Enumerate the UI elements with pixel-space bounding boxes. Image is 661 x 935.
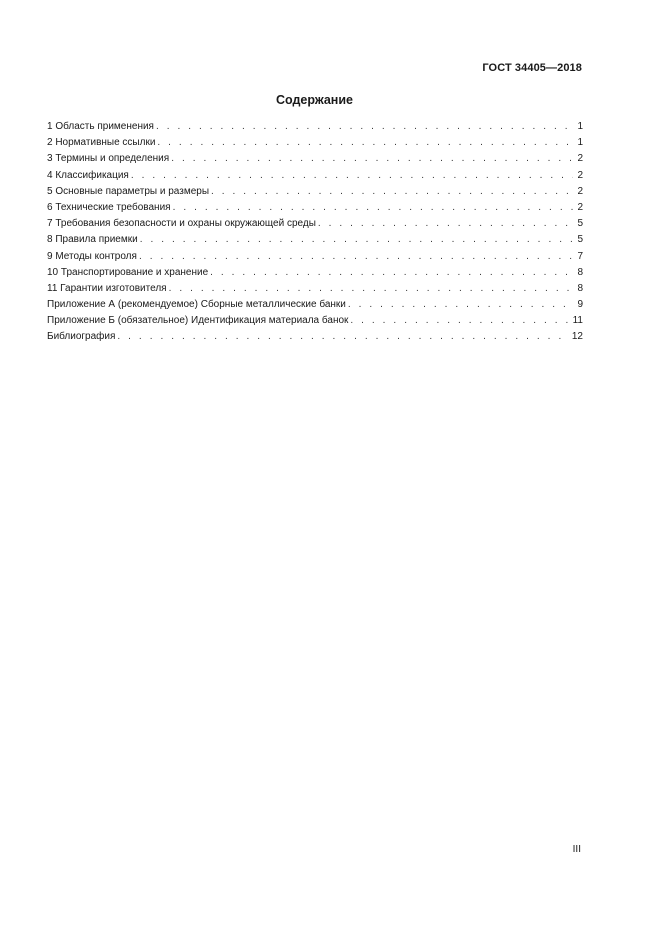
toc-entry-page: 7 <box>577 250 583 262</box>
toc-leader-dots <box>131 168 573 184</box>
toc-leader-dots <box>350 313 570 329</box>
toc-entry-page: 12 <box>571 331 583 343</box>
toc-entry-label: 2 Нормативные ссылки <box>47 137 156 149</box>
toc-entry-page: 8 <box>577 266 583 278</box>
toc-entry[interactable] <box>47 216 583 232</box>
toc-entry-label: 5 Основные параметры и размеры <box>47 185 210 197</box>
toc-entry-label: 10 Транспортирование и хранение <box>47 266 209 278</box>
toc-entry-page: 1 <box>577 137 583 149</box>
toc-leader-dots <box>140 232 573 248</box>
toc-entry[interactable] <box>47 249 583 265</box>
toc-entry-page: 2 <box>577 153 583 165</box>
toc-list <box>47 119 583 346</box>
toc-entry[interactable] <box>47 265 583 281</box>
toc-entry-page: 2 <box>577 169 583 181</box>
toc-entry-page: 8 <box>577 282 583 294</box>
toc-entry-label: 1 Область применения <box>47 121 154 132</box>
toc-leader-dots <box>169 281 573 297</box>
toc-leader-dots <box>171 151 573 167</box>
toc-entry-page: 9 <box>577 299 583 311</box>
toc-entry-label: Библиография <box>47 331 116 343</box>
toc-entry-page: 5 <box>577 234 583 246</box>
toc-entry[interactable] <box>47 168 583 184</box>
toc-entry[interactable] <box>47 184 583 200</box>
toc-leader-dots <box>210 265 573 281</box>
toc-entry-page: 2 <box>577 201 583 213</box>
toc-title: Содержание <box>275 93 353 107</box>
toc-entry-label: 8 Правила приемки <box>47 234 138 246</box>
toc-entry-label: 6 Технические требования <box>47 201 171 213</box>
toc-entry-label: Приложение Б (обязательное) Идентификация материала банок <box>47 315 349 327</box>
toc-entry[interactable] <box>47 313 583 329</box>
toc-entry-page: 1 <box>577 121 583 132</box>
toc-entry[interactable] <box>47 281 583 297</box>
toc-leader-dots <box>117 329 569 345</box>
toc-leader-dots <box>156 119 573 135</box>
toc-entry[interactable] <box>47 329 583 345</box>
toc-leader-dots <box>157 135 573 151</box>
toc-entry[interactable] <box>47 297 583 313</box>
page-number: III <box>572 844 581 855</box>
toc-entry-label: 3 Термины и определения <box>47 153 170 165</box>
toc-entry-label: Приложение А (рекомендуемое) Сборные металлические банки <box>47 299 346 311</box>
toc-entry[interactable] <box>47 200 583 216</box>
toc-leader-dots <box>348 297 573 313</box>
toc-entry[interactable] <box>47 232 583 248</box>
toc-entry-label: 7 Требования безопасности и охраны окружающей среды <box>47 218 316 230</box>
toc-entry-page: 5 <box>577 218 583 230</box>
toc-entry-label: 11 Гарантии изготовителя <box>47 282 167 294</box>
toc-leader-dots <box>173 200 573 216</box>
toc-leader-dots <box>318 216 573 232</box>
document-code: ГОСТ 34405—2018 <box>482 62 582 74</box>
toc-entry-label: 4 Классификация <box>47 169 129 181</box>
toc-entry-label: 9 Методы контроля <box>47 250 137 262</box>
toc-entry[interactable] <box>47 119 583 135</box>
toc-entry-page: 11 <box>572 315 583 327</box>
toc-leader-dots <box>211 184 573 200</box>
toc-entry[interactable] <box>47 135 583 151</box>
toc-leader-dots <box>139 249 573 265</box>
toc-entry-page: 2 <box>577 185 583 197</box>
toc-entry[interactable] <box>47 151 583 167</box>
